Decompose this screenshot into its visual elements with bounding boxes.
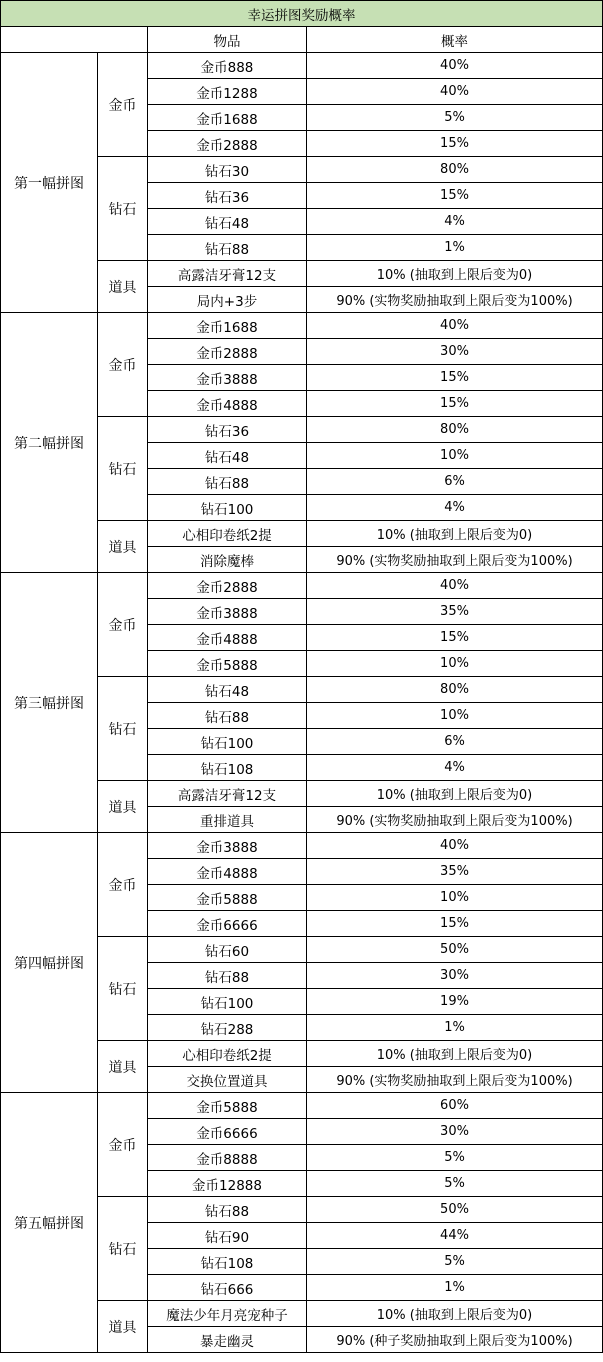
- item-cell: 心相印卷纸2提: [148, 521, 307, 547]
- probability-cell: 4%: [307, 755, 603, 781]
- probability-cell: 1%: [307, 235, 603, 261]
- probability-cell: 50%: [307, 1197, 603, 1223]
- item-cell: 金币2888: [148, 131, 307, 157]
- category-name: 道具: [98, 781, 148, 833]
- category-name: 道具: [98, 1301, 148, 1353]
- item-cell: 局内+3步: [148, 287, 307, 313]
- item-cell: 金币4888: [148, 625, 307, 651]
- item-cell: 钻石108: [148, 1249, 307, 1275]
- probability-cell: 50%: [307, 937, 603, 963]
- table-title: 幸运拼图奖励概率: [1, 1, 603, 27]
- item-cell: 钻石100: [148, 495, 307, 521]
- category-name: 钻石: [98, 677, 148, 781]
- item-cell: 钻石88: [148, 469, 307, 495]
- category-name: 钻石: [98, 157, 148, 261]
- item-cell: 金币6666: [148, 1119, 307, 1145]
- probability-cell: 10%: [307, 885, 603, 911]
- probability-cell: 5%: [307, 1249, 603, 1275]
- item-cell: 交换位置道具: [148, 1067, 307, 1093]
- probability-cell: 19%: [307, 989, 603, 1015]
- item-cell: 金币1288: [148, 79, 307, 105]
- category-name: 金币: [98, 1093, 148, 1197]
- item-cell: 金币8888: [148, 1145, 307, 1171]
- item-cell: 高露洁牙膏12支: [148, 261, 307, 287]
- probability-cell: 5%: [307, 105, 603, 131]
- probability-cell: 10%: [307, 651, 603, 677]
- header-probability: 概率: [307, 27, 603, 53]
- item-cell: 心相印卷纸2提: [148, 1041, 307, 1067]
- item-cell: 钻石108: [148, 755, 307, 781]
- table-row: [1, 313, 603, 339]
- probability-cell: 40%: [307, 833, 603, 859]
- probability-cell: 80%: [307, 417, 603, 443]
- probability-cell: 1%: [307, 1275, 603, 1301]
- probability-cell: 5%: [307, 1145, 603, 1171]
- item-cell: 金币4888: [148, 391, 307, 417]
- item-cell: 金币3888: [148, 833, 307, 859]
- item-cell: 钻石88: [148, 235, 307, 261]
- probability-cell: 90% (实物奖励抽取到上限后变为100%): [307, 547, 603, 573]
- probability-cell: 80%: [307, 157, 603, 183]
- item-cell: 钻石36: [148, 417, 307, 443]
- item-cell: 钻石288: [148, 1015, 307, 1041]
- probability-cell: 15%: [307, 131, 603, 157]
- probability-cell: 15%: [307, 183, 603, 209]
- item-cell: 钻石48: [148, 677, 307, 703]
- item-cell: 钻石88: [148, 703, 307, 729]
- puzzle-name: 第五幅拼图: [1, 1093, 98, 1353]
- probability-cell: 1%: [307, 1015, 603, 1041]
- item-cell: 钻石100: [148, 989, 307, 1015]
- probability-cell: 10%: [307, 443, 603, 469]
- item-cell: 钻石100: [148, 729, 307, 755]
- table-row: [1, 53, 603, 79]
- item-cell: 钻石36: [148, 183, 307, 209]
- item-cell: 钻石30: [148, 157, 307, 183]
- probability-cell: 6%: [307, 469, 603, 495]
- item-cell: 钻石60: [148, 937, 307, 963]
- category-name: 金币: [98, 53, 148, 157]
- title-row: [1, 1, 603, 27]
- probability-cell: 10%: [307, 703, 603, 729]
- probability-cell: 90% (实物奖励抽取到上限后变为100%): [307, 1067, 603, 1093]
- item-cell: 金币5888: [148, 651, 307, 677]
- header-empty-cell: [1, 27, 148, 53]
- category-name: 金币: [98, 313, 148, 417]
- probability-cell: 35%: [307, 859, 603, 885]
- probability-cell: 4%: [307, 495, 603, 521]
- probability-cell: 10% (抽取到上限后变为0): [307, 781, 603, 807]
- probability-cell: 30%: [307, 1119, 603, 1145]
- puzzle-name: 第三幅拼图: [1, 573, 98, 833]
- item-cell: 钻石48: [148, 209, 307, 235]
- probability-cell: 60%: [307, 1093, 603, 1119]
- puzzle-name: 第二幅拼图: [1, 313, 98, 573]
- puzzle-name: 第四幅拼图: [1, 833, 98, 1093]
- probability-cell: 15%: [307, 625, 603, 651]
- probability-cell: 90% (实物奖励抽取到上限后变为100%): [307, 287, 603, 313]
- item-cell: 金币6666: [148, 911, 307, 937]
- item-cell: 金币1688: [148, 105, 307, 131]
- item-cell: 钻石90: [148, 1223, 307, 1249]
- item-cell: 重排道具: [148, 807, 307, 833]
- header-row: [1, 27, 603, 53]
- probability-cell: 90% (实物奖励抽取到上限后变为100%): [307, 807, 603, 833]
- item-cell: 金币2888: [148, 339, 307, 365]
- probability-cell: 90% (种子奖励抽取到上限后变为100%): [307, 1327, 603, 1353]
- probability-cell: 15%: [307, 391, 603, 417]
- probability-cell: 5%: [307, 1171, 603, 1197]
- probability-cell: 10% (抽取到上限后变为0): [307, 1301, 603, 1327]
- probability-cell: 40%: [307, 53, 603, 79]
- probability-cell: 15%: [307, 365, 603, 391]
- probability-cell: 10% (抽取到上限后变为0): [307, 1041, 603, 1067]
- probability-cell: 10% (抽取到上限后变为0): [307, 521, 603, 547]
- probability-cell: 35%: [307, 599, 603, 625]
- item-cell: 钻石666: [148, 1275, 307, 1301]
- category-name: 道具: [98, 1041, 148, 1093]
- probability-cell: 40%: [307, 79, 603, 105]
- table-row: [1, 833, 603, 859]
- item-cell: 金币5888: [148, 885, 307, 911]
- category-name: 钻石: [98, 417, 148, 521]
- item-cell: 高露洁牙膏12支: [148, 781, 307, 807]
- category-name: 道具: [98, 521, 148, 573]
- header-item: 物品: [148, 27, 307, 53]
- item-cell: 魔法少年月亮宠种子: [148, 1301, 307, 1327]
- item-cell: 金币2888: [148, 573, 307, 599]
- probability-cell: 10% (抽取到上限后变为0): [307, 261, 603, 287]
- table-row: [1, 573, 603, 599]
- category-name: 金币: [98, 833, 148, 937]
- probability-cell: 4%: [307, 209, 603, 235]
- item-cell: 暴走幽灵: [148, 1327, 307, 1353]
- puzzle-name: 第一幅拼图: [1, 53, 98, 313]
- item-cell: 消除魔棒: [148, 547, 307, 573]
- item-cell: 金币4888: [148, 859, 307, 885]
- category-name: 道具: [98, 261, 148, 313]
- item-cell: 钻石48: [148, 443, 307, 469]
- probability-cell: 80%: [307, 677, 603, 703]
- item-cell: 金币3888: [148, 365, 307, 391]
- item-cell: 金币1688: [148, 313, 307, 339]
- item-cell: 钻石88: [148, 963, 307, 989]
- probability-cell: 30%: [307, 339, 603, 365]
- probability-cell: 40%: [307, 313, 603, 339]
- item-cell: 金币5888: [148, 1093, 307, 1119]
- probability-cell: 40%: [307, 573, 603, 599]
- item-cell: 金币888: [148, 53, 307, 79]
- item-cell: 钻石88: [148, 1197, 307, 1223]
- probability-cell: 6%: [307, 729, 603, 755]
- item-cell: 金币3888: [148, 599, 307, 625]
- category-name: 钻石: [98, 937, 148, 1041]
- item-cell: 金币12888: [148, 1171, 307, 1197]
- probability-cell: 30%: [307, 963, 603, 989]
- probability-cell: 15%: [307, 911, 603, 937]
- category-name: 钻石: [98, 1197, 148, 1301]
- category-name: 金币: [98, 573, 148, 677]
- probability-cell: 44%: [307, 1223, 603, 1249]
- table-row: [1, 1093, 603, 1119]
